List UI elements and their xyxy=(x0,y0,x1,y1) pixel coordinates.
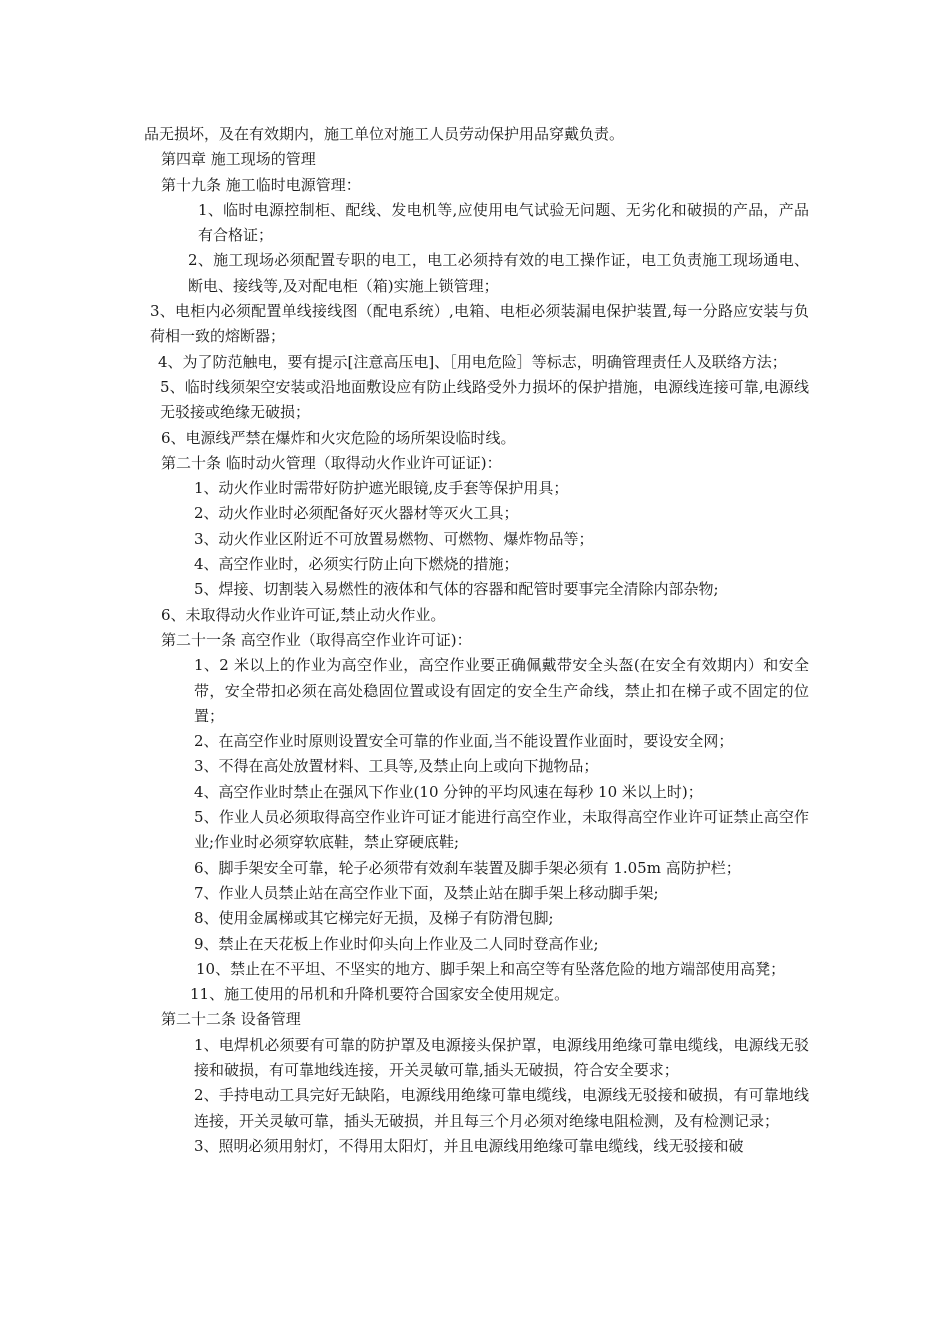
article-21-item: 10、禁止在不平坦、不坚实的地方、脚手架上和高空等有坠落危险的地方端部使用高凳； xyxy=(196,959,786,978)
article-21-item: 1、2 米以上的作业为高空作业，高空作业要正确佩戴带安全头盔(在安全有效期内）和安全带，安全带扣必须在高处稳固位置或设有固定的安全生产命线，禁止扣在梯子或不固定的位置； xyxy=(194,656,809,725)
continuation-text: 品无损坏，及在有效期内，施工单位对施工人员劳动保护用品穿戴负责。 xyxy=(144,125,625,143)
article-22-item: 2、手持电动工具完好无缺陷，电源线用绝缘可靠电缆线，电源线无驳接和破损，有可靠地线连接，开关灵敏可靠，插头无破损，并且每三个月必须对绝缘电阻检测，及有检测记录； xyxy=(194,1086,809,1130)
article-21-item: 6、脚手架安全可靠，轮子必须带有效刹车装置及脚手架必须有 1.05m 高防护栏； xyxy=(194,858,741,877)
article-21-item: 8、使用金属梯或其它梯完好无损，及梯子有防滑包脚; xyxy=(194,909,554,928)
article-19-item: 3、电柜内必须配置单线接线图（配电系统）,电箱、电柜必须装漏电保护装置,每一分路应安装与负荷相一致的熔断器； xyxy=(150,302,809,346)
article-22-heading: 第二十二条 设备管理 xyxy=(161,1010,301,1029)
article-21-item: 4、高空作业时禁止在强风下作业(10 分钟的平均风速在每秒 10 米以上时)； xyxy=(194,782,703,801)
article-21-heading: 第二十一条 高空作业（取得高空作业许可证)： xyxy=(161,630,472,649)
article-19-item: 5、临时线须架空安装或沿地面敷设应有防止线路受外力损坏的保护措施，电源线连接可靠,电源线无驳接或绝缘无破损； xyxy=(160,377,809,422)
article-21-item: 7、作业人员禁止站在高空作业下面，及禁止站在脚手架上移动脚手架; xyxy=(194,883,659,902)
article-20-item: 5、焊接、切割装入易燃性的液体和气体的容器和配管时要事完全清除内部杂物; xyxy=(194,580,719,599)
article-20-item: 2、动火作业时必须配备好灭火器材等灭火工具； xyxy=(194,504,519,523)
article-19-item: 1、临时电源控制柜、配线、发电机等,应使用电气试验无问题、无劣化和破损的产品，产品有合格证； xyxy=(198,200,809,245)
article-20-item: 1、动火作业时需带好防护遮光眼镜,皮手套等保护用具； xyxy=(194,479,569,498)
article-19-item: 4、为了防范触电，要有提示[注意高压电]、［用电危险］等标志，明确管理责任人及联络方法； xyxy=(158,352,787,371)
article-20-item: 3、动火作业区附近不可放置易燃物、可燃物、爆炸物品等； xyxy=(194,529,594,548)
article-22-item: 1、电焊机必须要有可靠的防护罩及电源接头保护罩，电源线用绝缘可靠电缆线，电源线无驳接和破损，有可靠地线连接，开关灵敏可靠,插头无破损，符合安全要求； xyxy=(194,1035,809,1079)
article-20-heading: 第二十条 临时动火管理（取得动火作业许可证证)： xyxy=(161,453,502,472)
article-21-item: 3、不得在高处放置材料、工具等,及禁止向上或向下抛物品； xyxy=(194,757,599,776)
article-21-item: 2、在高空作业时原则设置安全可靠的作业面,当不能设置作业面时，要设安全网； xyxy=(194,732,734,751)
article-19-item: 6、电源线严禁在爆炸和火灾危险的场所架设临时线。 xyxy=(161,428,516,447)
document-body xyxy=(144,122,809,1159)
article-21-item: 9、禁止在天花板上作业时仰头向上作业及二人同时登高作业; xyxy=(194,934,599,953)
article-22-item: 3、照明必须用射灯，不得用太阳灯，并且电源线用绝缘可靠电缆线，线无驳接和破 xyxy=(194,1136,744,1155)
chapter-heading: 第四章 施工现场的管理 xyxy=(161,150,316,169)
article-21-item: 5、作业人员必须取得高空作业许可证才能进行高空作业，未取得高空作业许可证禁止高空作业;作业时必须穿软底鞋，禁止穿硬底鞋; xyxy=(194,808,809,852)
article-21-item: 11、施工使用的吊机和升降机要符合国家安全使用规定。 xyxy=(190,985,570,1004)
article-19-item: 2、施工现场必须配置专职的电工，电工必须持有效的电工操作证，电工负责施工现场通电、断电、接线等,及对配电柜（箱)实施上锁管理； xyxy=(188,251,809,295)
article-20-item: 4、高空作业时，必须实行防止向下燃烧的措施； xyxy=(194,555,519,574)
article-19-heading: 第十九条 施工临时电源管理： xyxy=(161,175,361,194)
article-20-item: 6、未取得动火作业许可证,禁止动火作业。 xyxy=(161,605,446,624)
